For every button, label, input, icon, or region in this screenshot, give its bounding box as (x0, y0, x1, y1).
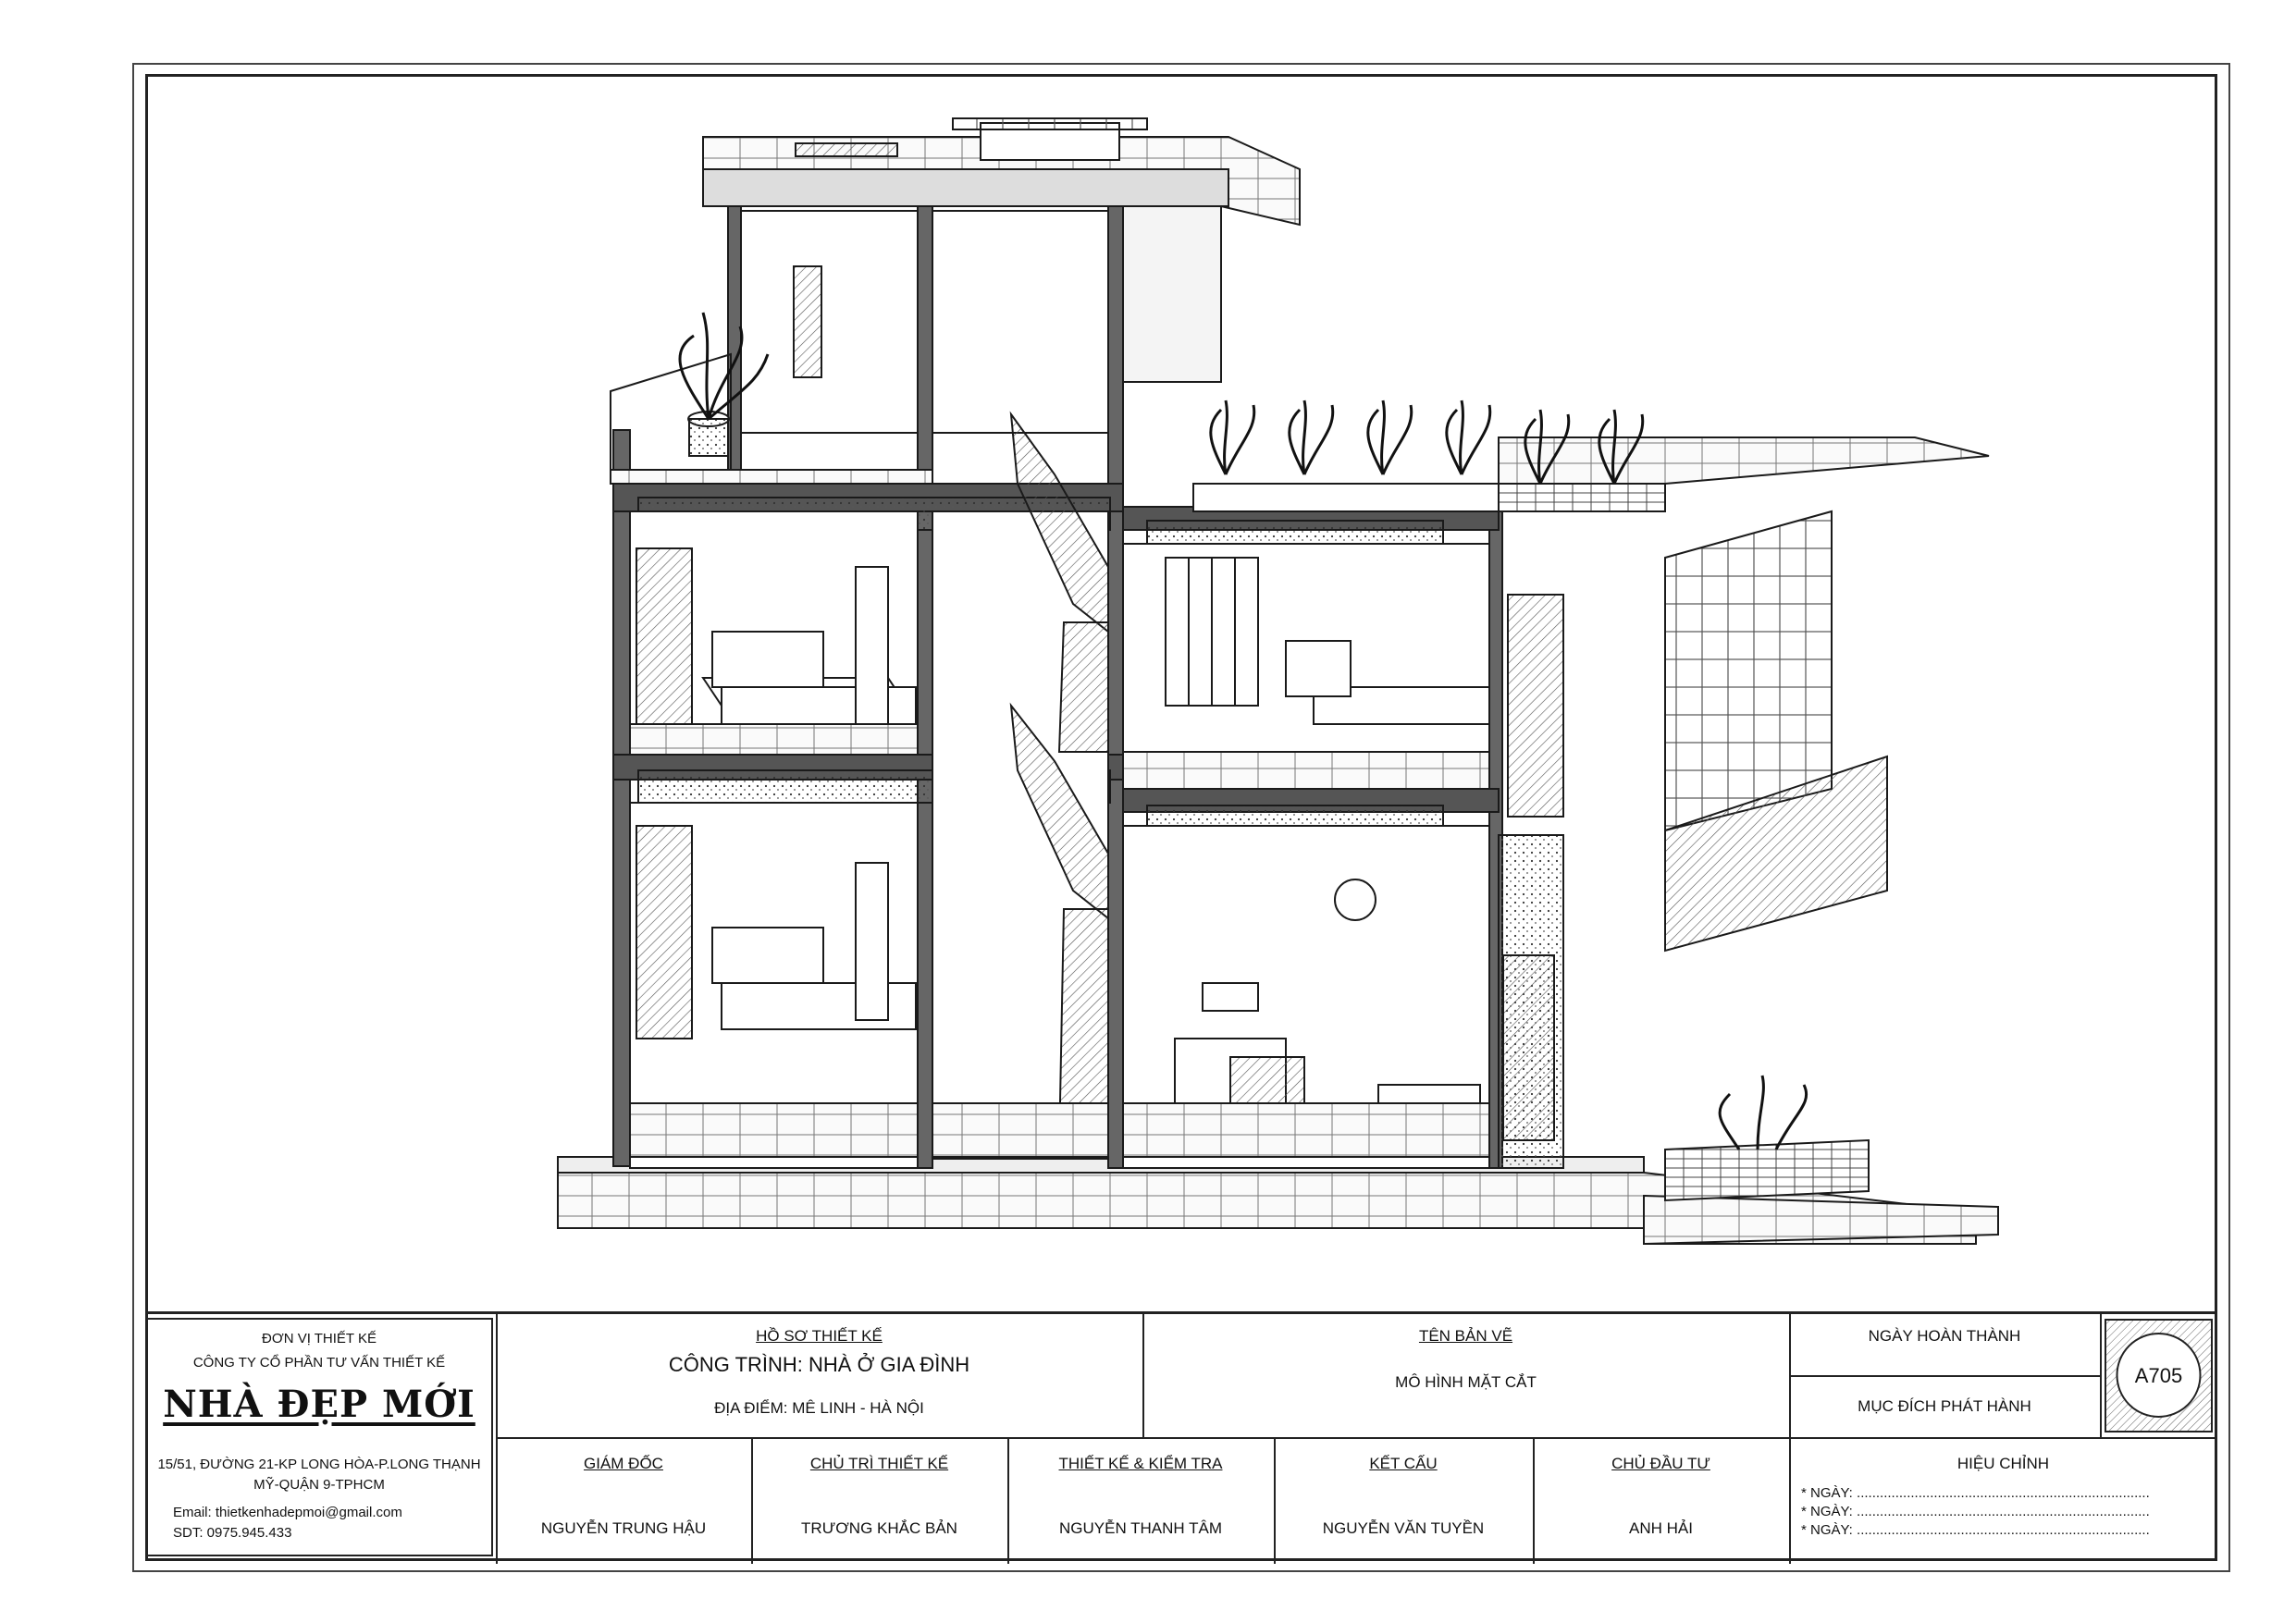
sheet-number-box (2100, 1314, 2217, 1439)
email-text: Email: thietkenhadepmoi@gmail.com (173, 1505, 402, 1520)
role-name-investor: ANH HẢI (1629, 1519, 1693, 1537)
revision-line: * NGÀY: ............................................................................ (1801, 1504, 2150, 1519)
role-title-director: GIÁM ĐỐC (584, 1455, 663, 1472)
role-title-structure: KẾT CẤU (1369, 1455, 1438, 1472)
sheet-number: A705 (2134, 1364, 2183, 1387)
address-line-1: 15/51, ĐƯỜNG 21-KP LONG HÒA-P.LONG THẠNH (157, 1457, 481, 1472)
project-section-label: HỒ SƠ THIẾT KẾ (756, 1327, 883, 1345)
design-unit-box (145, 1318, 493, 1556)
issue-purpose-label: MỤC ĐÍCH PHÁT HÀNH (1858, 1397, 2031, 1415)
brand-logo-text: NHÀ ĐẸP MỚI (163, 1383, 475, 1426)
revision-line: * NGÀY: ............................................................................ (1801, 1485, 2150, 1501)
divider (1789, 1375, 2100, 1377)
title-block (145, 1311, 2217, 1561)
role-name-design-check: NGUYỄN THANH TÂM (1058, 1519, 1222, 1537)
role-title-lead-designer: CHỦ TRÌ THIẾT KẾ (809, 1455, 949, 1472)
revision-line: * NGÀY: ............................................................................ (1801, 1522, 2150, 1538)
drawing-name: MÔ HÌNH MẶT CẮT (1395, 1373, 1537, 1391)
design-unit-label: ĐƠN VỊ THIẾT KẾ (262, 1331, 376, 1346)
drawing-name-label: TÊN BẢN VẼ (1418, 1327, 1513, 1345)
divider (1789, 1314, 1791, 1564)
role-name-lead-designer: TRƯƠNG KHẮC BẢN (801, 1519, 957, 1537)
company-name: CÔNG TY CỔ PHẦN TƯ VẤN THIẾT KẾ (192, 1355, 446, 1371)
role-name-structure: NGUYỄN VĂN TUYỀN (1322, 1519, 1485, 1537)
revisions-label: HIỆU CHỈNH (1957, 1455, 2050, 1472)
phone-text: SDT: 0975.945.433 (173, 1525, 292, 1541)
divider (496, 1437, 2217, 1439)
project-location: ĐỊA ĐIỂM: MÊ LINH - HÀ NỘI (714, 1399, 924, 1417)
role-title-investor: CHỦ ĐẦU TƯ (1611, 1455, 1710, 1472)
completion-date-label: NGÀY HOÀN THÀNH (1868, 1327, 2021, 1345)
role-title-design-check: THIẾT KẾ & KIỂM TRA (1058, 1455, 1223, 1472)
role-name-director: NGUYỄN TRUNG HẬU (540, 1519, 707, 1537)
section-model-drawing (148, 77, 2215, 1311)
project-name: CÔNG TRÌNH: NHÀ Ở GIA ĐÌNH (668, 1353, 970, 1376)
address-line-2: MỸ-QUẬN 9-TPHCM (253, 1477, 385, 1493)
